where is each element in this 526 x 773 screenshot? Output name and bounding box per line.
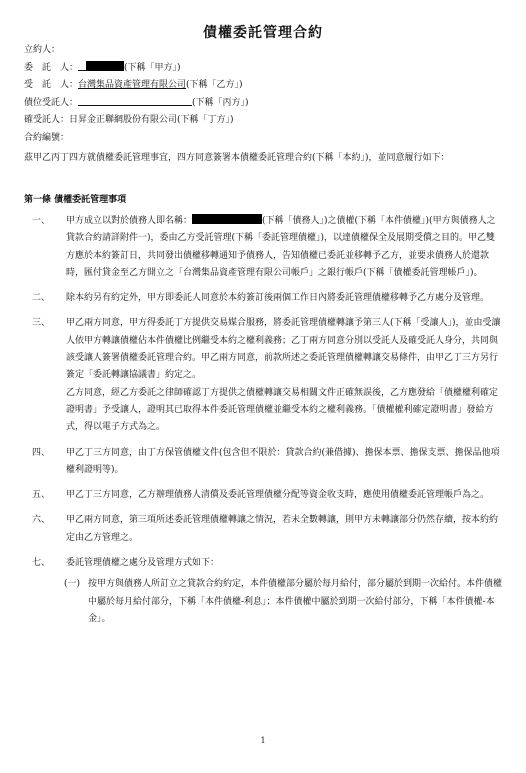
clause-4 — [24, 445, 502, 480]
section-heading: 第一條 債權委託管理事項 — [24, 195, 127, 205]
clause-5 — [24, 487, 502, 504]
clause-number: 三、 — [32, 318, 51, 329]
clause-number: 四、 — [32, 447, 51, 458]
clause-1-text-b: (下稱「債務人」)之債權(下稱「本件債權」)(甲方與債務人之貸款合約請詳附件一)，委由乙方受託管理(下稱「委託管理債權」)，以達債權保全及展期受償之目的。甲乙雙方應於本約簽訂日，共同發出債權移轉通知予債務人，告知債權已委託並移轉予乙方，並要求債務人於還款時，匯付貸金至乙方開立之「台灣集品資產管理有限公司帳戶」之銀行帳戶(下稱「債權委託管理帳戶」)。 — [66, 216, 496, 278]
party-confirming-trustee — [24, 112, 502, 130]
intro-paragraph: 茲甲乙丙丁四方就債權委託管理事宜，四方同意簽署本債權委託管理合約(下稱「本約」)，並同意履行如下： — [24, 153, 450, 163]
clause-text: 委託管理債權之處分及管理方式如下： — [66, 558, 220, 569]
clause-number: 一、 — [32, 216, 51, 226]
party-substitute-trustee — [24, 95, 502, 113]
party-entrustor-label: 委 託 人： — [24, 62, 79, 73]
party-trustee-label: 受 託 人： — [24, 80, 79, 91]
party-entrustor-suffix: (下稱「甲方」) — [124, 62, 181, 73]
party-confirming-text: 日昇金正聯網股份有限公司(下稱「丁方」) — [69, 115, 234, 126]
clause-number: 六、 — [32, 515, 51, 526]
parties-header: 立約人： — [24, 45, 61, 55]
redacted-debtor-block — [192, 214, 262, 224]
clause-3 — [24, 315, 502, 436]
clause-text: 甲乙丁三方同意，乙方辦理債務人清償及委託管理債權分配等資金收支時，應使用債權委託管理帳戶為之。 — [66, 490, 490, 501]
subclause-number: (一) — [64, 579, 81, 590]
clause-1 — [24, 213, 502, 282]
party-substitute-blank — [78, 96, 192, 106]
clause-text: 甲乙兩方同意，甲方得委託丁方提供交易媒合服務，將委託管理債權轉讓予第三人(下稱「受讓人」)，並由受讓人依甲方轉讓債權佔本件債權比例繼受本約之權利義務；乙丁兩方同意分別以受託人及確受託人身分，共同與該受讓人簽署債權委託管理合約。甲乙兩方同意，前款所述之委託管理債權轉讓交易條件，由甲乙丁三方另行簽定「委託轉讓協議書」約定之。 — [66, 318, 501, 381]
subclause-1 — [24, 576, 502, 628]
party-trustee-company: 台灣集品資產管理有限公司 — [78, 80, 187, 91]
clause-number: 五、 — [32, 490, 51, 501]
party-list — [24, 42, 502, 148]
clause-number: 二、 — [32, 293, 51, 304]
clause-number: 七、 — [32, 558, 51, 569]
party-substitute-suffix: (下稱「丙方」) — [192, 97, 249, 108]
clause-6 — [24, 512, 502, 547]
clause-text: 除本約另有約定外，甲方即委託人同意於本約簽訂後兩個工作日內將委託管理債權移轉予乙方處分及管理。 — [66, 293, 490, 304]
contract-number: 合約編號： — [24, 132, 70, 143]
party-entrustor-blank — [78, 61, 86, 71]
party-confirming-label: 確受託人： — [24, 115, 70, 126]
clause-text: 甲乙兩方同意，第三項所述委託管理債權轉讓之情況，若未全數轉讓，則甲方未轉讓部分仍然存續，按本約約定由乙方管理之。 — [66, 515, 499, 543]
subclause-text: 按甲方與債務人所訂立之貸款合約約定，本件債權部分屬於每月給付，部分屬於到期一次給付。本件債權中屬於每月給付部分，下稱「本件債權-利息」；本件債權中屬於到期一次給付部分，下稱「本件債權-本金」。 — [88, 579, 503, 624]
clause-text — [66, 213, 502, 282]
party-substitute-label: 債位受託人： — [24, 97, 79, 108]
clause-2 — [24, 290, 502, 307]
clause-text-continued: 乙方同意，經乙方委託之律師確認丁方提供之債權轉讓交易相關文件正確無誤後，乙方應發給「債權權利確定證明書」予受讓人，證明其已取得本件委託管理債權並繼受本約之權利義務。「債權權利確定證明書」發給方式，得以電子方式為之。 — [66, 387, 499, 433]
party-trustee — [24, 77, 502, 95]
page-number: 1 — [260, 736, 266, 745]
party-trustee-suffix: (下稱「乙方」) — [186, 80, 243, 91]
redacted-name-block — [86, 61, 124, 71]
clause-text: 甲乙丁三方同意，由丁方保管債權文件(包含但不限於：貸款合約(兼借據)、擔保本票、擔保支票、擔保品他項權利證明等)。 — [66, 447, 500, 475]
party-entrustor — [24, 60, 502, 78]
clause-1-text-a: 甲方成立以對於債務人即名稱： — [66, 216, 193, 226]
page-title: 債權委託管理合約 — [203, 25, 323, 41]
clause-7 — [24, 555, 502, 628]
clause-list — [24, 213, 502, 636]
